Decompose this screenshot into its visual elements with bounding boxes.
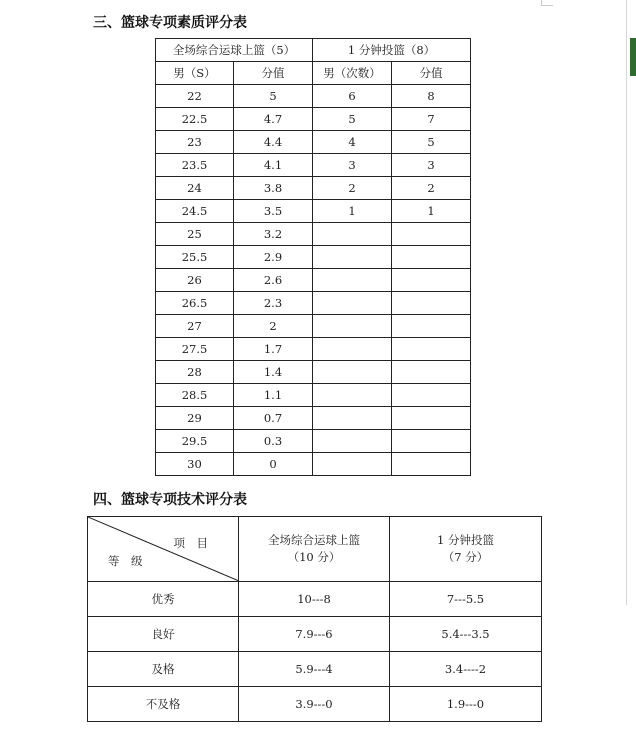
range-cell: 7.9---6 bbox=[239, 617, 390, 652]
table-cell: 25.5 bbox=[156, 246, 234, 269]
table-cell: 25 bbox=[156, 223, 234, 246]
table-cell: 1.1 bbox=[234, 384, 313, 407]
table-row bbox=[156, 108, 471, 131]
table-cell bbox=[392, 223, 471, 246]
subheader-male-seconds: 男（S） bbox=[156, 62, 234, 85]
table-row bbox=[156, 85, 471, 108]
table-row bbox=[156, 430, 471, 453]
table-cell: 23.5 bbox=[156, 154, 234, 177]
header-dribble-layup-title: 全场综合运球上篮 bbox=[268, 533, 360, 547]
table-row bbox=[156, 453, 471, 476]
table-cell: 8 bbox=[392, 85, 471, 108]
table-cell bbox=[392, 269, 471, 292]
table-cell: 3.2 bbox=[234, 223, 313, 246]
table-cell: 4 bbox=[313, 131, 392, 154]
range-cell: 5.4---3.5 bbox=[390, 617, 542, 652]
table-cell: 3.8 bbox=[234, 177, 313, 200]
table-row bbox=[156, 361, 471, 384]
table-row bbox=[156, 223, 471, 246]
table-cell bbox=[392, 338, 471, 361]
corner-label-item: 项 目 bbox=[173, 536, 208, 550]
table-cell: 0.7 bbox=[234, 407, 313, 430]
diagonal-header-cell bbox=[88, 517, 239, 582]
table-cell bbox=[392, 430, 471, 453]
table-cell bbox=[313, 361, 392, 384]
table-cell: 3 bbox=[392, 154, 471, 177]
header-one-minute-shooting bbox=[390, 517, 542, 582]
table-cell: 0.3 bbox=[234, 430, 313, 453]
table-cell: 26.5 bbox=[156, 292, 234, 315]
table-cell bbox=[392, 246, 471, 269]
table-cell: 23 bbox=[156, 131, 234, 154]
diagonal-line bbox=[88, 517, 239, 581]
range-cell: 5.9---4 bbox=[239, 652, 390, 687]
table-row bbox=[156, 154, 471, 177]
table-cell: 27 bbox=[156, 315, 234, 338]
table-cell: 27.5 bbox=[156, 338, 234, 361]
skill-score-table bbox=[87, 516, 542, 722]
table-cell: 5 bbox=[392, 131, 471, 154]
table-cell: 2.3 bbox=[234, 292, 313, 315]
table-cell: 22 bbox=[156, 85, 234, 108]
subheader-male-count: 男（次数） bbox=[313, 62, 392, 85]
table-cell: 2.9 bbox=[234, 246, 313, 269]
table-cell: 4.7 bbox=[234, 108, 313, 131]
range-cell: 3.4----2 bbox=[390, 652, 542, 687]
table-cell: 2.6 bbox=[234, 269, 313, 292]
table-cell bbox=[313, 430, 392, 453]
grade-cell: 优秀 bbox=[88, 582, 239, 617]
grade-cell: 及格 bbox=[88, 652, 239, 687]
table-cell: 29 bbox=[156, 407, 234, 430]
table-cell: 24.5 bbox=[156, 200, 234, 223]
table-cell: 0 bbox=[234, 453, 313, 476]
table-cell: 2 bbox=[392, 177, 471, 200]
table-cell bbox=[392, 292, 471, 315]
table-cell: 3.5 bbox=[234, 200, 313, 223]
table-cell: 22.5 bbox=[156, 108, 234, 131]
table-row bbox=[88, 652, 542, 687]
table-cell: 7 bbox=[392, 108, 471, 131]
table-row bbox=[88, 617, 542, 652]
header-one-minute-shooting: 1 分钟投篮（8） bbox=[313, 39, 471, 62]
table-cell: 5 bbox=[313, 108, 392, 131]
table-cell bbox=[313, 315, 392, 338]
table-cell bbox=[392, 384, 471, 407]
range-cell: 10---8 bbox=[239, 582, 390, 617]
table-cell: 24 bbox=[156, 177, 234, 200]
header-shooting-points: （7 分） bbox=[442, 550, 489, 564]
fitness-score-table bbox=[155, 38, 471, 476]
margin-mark bbox=[541, 5, 553, 6]
table-row bbox=[156, 338, 471, 361]
table-cell: 1 bbox=[313, 200, 392, 223]
table-cell bbox=[392, 361, 471, 384]
subheader-score: 分值 bbox=[392, 62, 471, 85]
range-cell: 7---5.5 bbox=[390, 582, 542, 617]
table-cell bbox=[313, 453, 392, 476]
table-cell: 4.4 bbox=[234, 131, 313, 154]
table-cell bbox=[313, 269, 392, 292]
range-cell: 1.9---0 bbox=[390, 687, 542, 722]
table-cell: 1.4 bbox=[234, 361, 313, 384]
section3-heading: 三、篮球专项素质评分表 bbox=[93, 15, 247, 31]
table-row bbox=[156, 200, 471, 223]
table-cell: 26 bbox=[156, 269, 234, 292]
table-cell bbox=[392, 315, 471, 338]
grade-cell: 不及格 bbox=[88, 687, 239, 722]
subheader-score: 分值 bbox=[234, 62, 313, 85]
table-row bbox=[156, 292, 471, 315]
table-cell bbox=[313, 384, 392, 407]
table-cell: 3 bbox=[313, 154, 392, 177]
table-row bbox=[156, 407, 471, 430]
table-cell bbox=[392, 407, 471, 430]
table-cell: 28.5 bbox=[156, 384, 234, 407]
table-cell bbox=[313, 407, 392, 430]
corner-label-grade: 等 级 bbox=[108, 554, 143, 568]
table-cell bbox=[313, 292, 392, 315]
table-header-row bbox=[88, 517, 542, 582]
table-row bbox=[156, 384, 471, 407]
page-edge bbox=[626, 0, 627, 605]
table-cell: 28 bbox=[156, 361, 234, 384]
table-cell bbox=[392, 453, 471, 476]
table-cell: 2 bbox=[234, 315, 313, 338]
table-row bbox=[156, 131, 471, 154]
table-subheader-row bbox=[156, 62, 471, 85]
table-header-row bbox=[156, 39, 471, 62]
table-cell bbox=[313, 223, 392, 246]
table-row bbox=[156, 177, 471, 200]
table-cell: 30 bbox=[156, 453, 234, 476]
table-row bbox=[156, 269, 471, 292]
header-dribble-layup: 全场综合运球上篮（5） bbox=[156, 39, 313, 62]
table-cell: 1 bbox=[392, 200, 471, 223]
table-cell: 2 bbox=[313, 177, 392, 200]
table-cell: 1.7 bbox=[234, 338, 313, 361]
table-row bbox=[156, 315, 471, 338]
table-cell: 29.5 bbox=[156, 430, 234, 453]
table-row bbox=[88, 687, 542, 722]
scrollbar-thumb[interactable] bbox=[630, 38, 636, 76]
table-cell bbox=[313, 338, 392, 361]
grade-cell: 良好 bbox=[88, 617, 239, 652]
header-dribble-layup bbox=[239, 517, 390, 582]
table-cell bbox=[313, 246, 392, 269]
table-row bbox=[88, 582, 542, 617]
table-cell: 4.1 bbox=[234, 154, 313, 177]
table-row bbox=[156, 246, 471, 269]
range-cell: 3.9---0 bbox=[239, 687, 390, 722]
header-shooting-title: 1 分钟投篮 bbox=[437, 533, 494, 547]
table-cell: 6 bbox=[313, 85, 392, 108]
section4-heading: 四、篮球专项技术评分表 bbox=[93, 492, 247, 508]
header-dribble-layup-points: （10 分） bbox=[287, 550, 341, 564]
table-cell: 5 bbox=[234, 85, 313, 108]
